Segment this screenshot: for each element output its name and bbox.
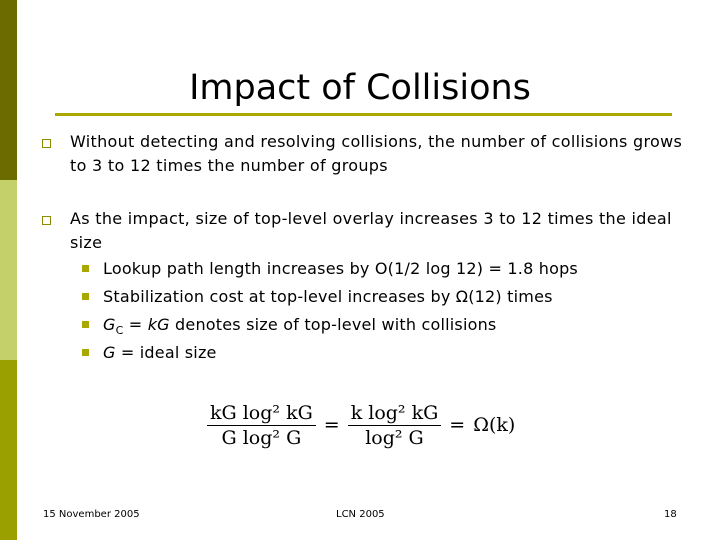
bullet-hollow-square-icon xyxy=(42,216,51,225)
gc-equals: = xyxy=(123,315,148,334)
formula-fraction-left xyxy=(207,401,316,450)
footer-date: 15 November 2005 xyxy=(43,509,140,520)
sub-bullet-lookup: Lookup path length increases by O(1/2 log 12) = 1.8 hops xyxy=(103,259,578,278)
bullet-text-collisions: Without detecting and resolving collisions, the number of collisions grows to 3 to 12 times the number of groups xyxy=(70,132,683,175)
footer-page-number: 18 xyxy=(664,509,677,520)
g-variable: G xyxy=(103,343,116,362)
complexity-formula xyxy=(207,394,515,456)
formula-numerator-left: kG log² kG xyxy=(207,401,316,426)
bullet-hollow-square-icon xyxy=(42,139,51,148)
slide-title: Impact of Collisions xyxy=(189,68,531,108)
gc-description: denotes size of top-level with collisions xyxy=(169,315,497,334)
formula-denominator-left: G log² G xyxy=(221,426,302,449)
sub-bullet-square-icon xyxy=(82,321,89,328)
sidebar-band-olive xyxy=(0,360,17,540)
title-underline xyxy=(55,113,672,116)
sub-bullet-square-icon xyxy=(82,349,89,356)
sub-bullet-g-definition xyxy=(103,342,703,364)
sub-bullet-gc-definition xyxy=(103,314,703,342)
formula-denominator-right: log² G xyxy=(365,426,424,449)
sub-bullet-square-icon xyxy=(82,293,89,300)
sidebar-band-light xyxy=(0,180,17,360)
formula-result: Ω(k) xyxy=(473,414,516,436)
formula-equals-1: = xyxy=(323,414,340,436)
footer-conference: LCN 2005 xyxy=(336,509,385,520)
g-description: = ideal size xyxy=(115,343,217,362)
sub-bullet-square-icon xyxy=(82,265,89,272)
bullet-text-impact: As the impact, size of top-level overlay increases 3 to 12 times the ideal size xyxy=(70,209,672,252)
formula-equals-2: = xyxy=(449,414,466,436)
gc-variable: G xyxy=(103,315,116,334)
gc-subscript: C xyxy=(115,324,124,338)
formula-fraction-right xyxy=(348,401,442,450)
formula-numerator-right: k log² kG xyxy=(348,401,442,426)
kg-variable: kG xyxy=(147,315,170,334)
sub-bullet-stabilization: Stabilization cost at top-level increases by Ω(12) times xyxy=(103,287,553,306)
